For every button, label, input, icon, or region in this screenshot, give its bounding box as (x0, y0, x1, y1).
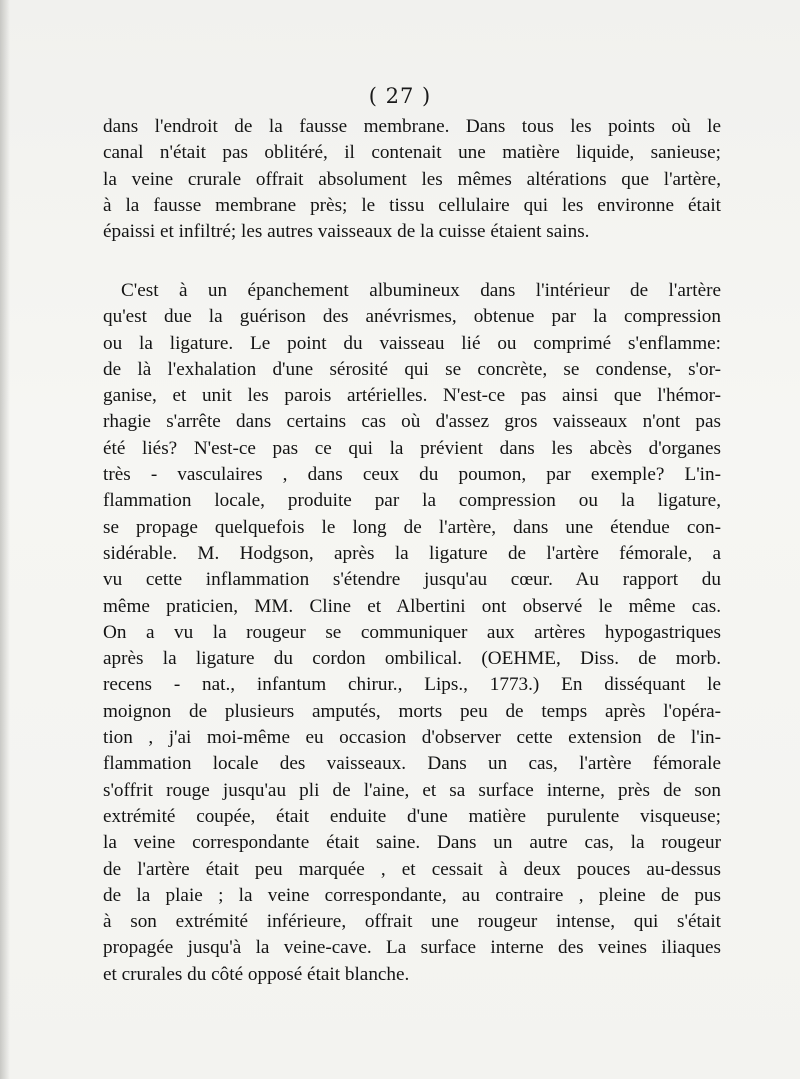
text-line: propagée jusqu'à la veine-cave. La surface interne des veines iliaques (103, 937, 721, 959)
text-line: de la plaie ; la veine correspondante, au contraire , pleine de pus (103, 884, 721, 906)
text-line: se propage quelquefois le long de l'artère, dans une étendue con- (103, 516, 721, 538)
text-line: qu'est due la guérison des anévrismes, obtenue par la compression (103, 306, 721, 328)
text-line: ou la ligature. Le point du vaisseau lié ou comprimé s'enflamme: (103, 332, 721, 354)
text-line: sidérable. M. Hodgson, après la ligature de l'artère fémorale, a (103, 542, 721, 564)
paragraph-2 (103, 278, 721, 988)
text-line: rhagie s'arrête dans certains cas où d'assez gros vaisseaux n'ont pas (103, 411, 721, 433)
page-edge-shadow (0, 0, 10, 1079)
text-line: C'est à un épanchement albumineux dans l'intérieur de l'artère (121, 280, 721, 301)
text-line: été liés? N'est-ce pas ce qui la prévient dans les abcès d'organes (103, 437, 721, 459)
text-line: et crurales du côté opposé était blanche. (103, 963, 410, 985)
text-line: flammation locale, produite par la compression ou la ligature, (103, 490, 721, 512)
paragraph-1 (103, 114, 721, 245)
text-line: s'offrit rouge jusqu'au pli de l'aine, et sa surface interne, près de son (103, 779, 721, 801)
text-line: moignon de plusieurs amputés, morts peu de temps après l'opéra- (103, 700, 721, 722)
text-line: épaissi et infiltré; les autres vaisseaux de la cuisse étaient sains. (103, 221, 590, 243)
text-line: très - vasculaires , dans ceux du poumon, par exemple? L'in- (103, 464, 721, 486)
text-line: On a vu la rougeur se communiquer aux artères hypogastriques (103, 621, 721, 643)
text-line: recens - nat., infantum chirur., Lips., 1773.) En disséquant le (103, 674, 721, 696)
text-line: de l'artère était peu marquée , et cessait à deux pouces au-dessus (103, 858, 721, 880)
text-line: même praticien, MM. Cline et Albertini ont observé le même cas. (103, 595, 721, 617)
text-line: la veine correspondante était saine. Dans un autre cas, la rougeur (103, 832, 721, 854)
page-number: ( 27 ) (368, 84, 432, 108)
text-line: flammation locale des vaisseaux. Dans un cas, l'artère fémorale (103, 753, 721, 775)
text-line: dans l'endroit de la fausse membrane. Dans tous les points où le (103, 116, 721, 137)
text-line: vu cette inflammation s'étendre jusqu'au cœur. Au rapport du (103, 569, 721, 591)
text-line: extrémité coupée, était enduite d'une matière purulente visqueuse; (103, 805, 721, 827)
text-line: canal n'était pas oblitéré, il contenait une matière liquide, sanieuse; (103, 142, 721, 164)
text-line: tion , j'ai moi-même eu occasion d'observer cette extension de l'in- (103, 727, 721, 749)
text-line: ganise, et unit les parois artérielles. N'est-ce pas ainsi que l'hémor- (103, 385, 721, 407)
text-line: à la fausse membrane près; le tissu cellulaire qui les environne était (103, 194, 721, 216)
text-line: la veine crurale offrait absolument les mêmes altérations que l'artère, (103, 168, 721, 190)
text-line: à son extrémité inférieure, offrait une rougeur intense, qui s'était (103, 911, 721, 933)
text-line: de là l'exhalation d'une sérosité qui se concrète, se condense, s'or- (103, 358, 721, 380)
text-line: après la ligature du cordon ombilical. (OEHME, Diss. de morb. (103, 648, 721, 670)
